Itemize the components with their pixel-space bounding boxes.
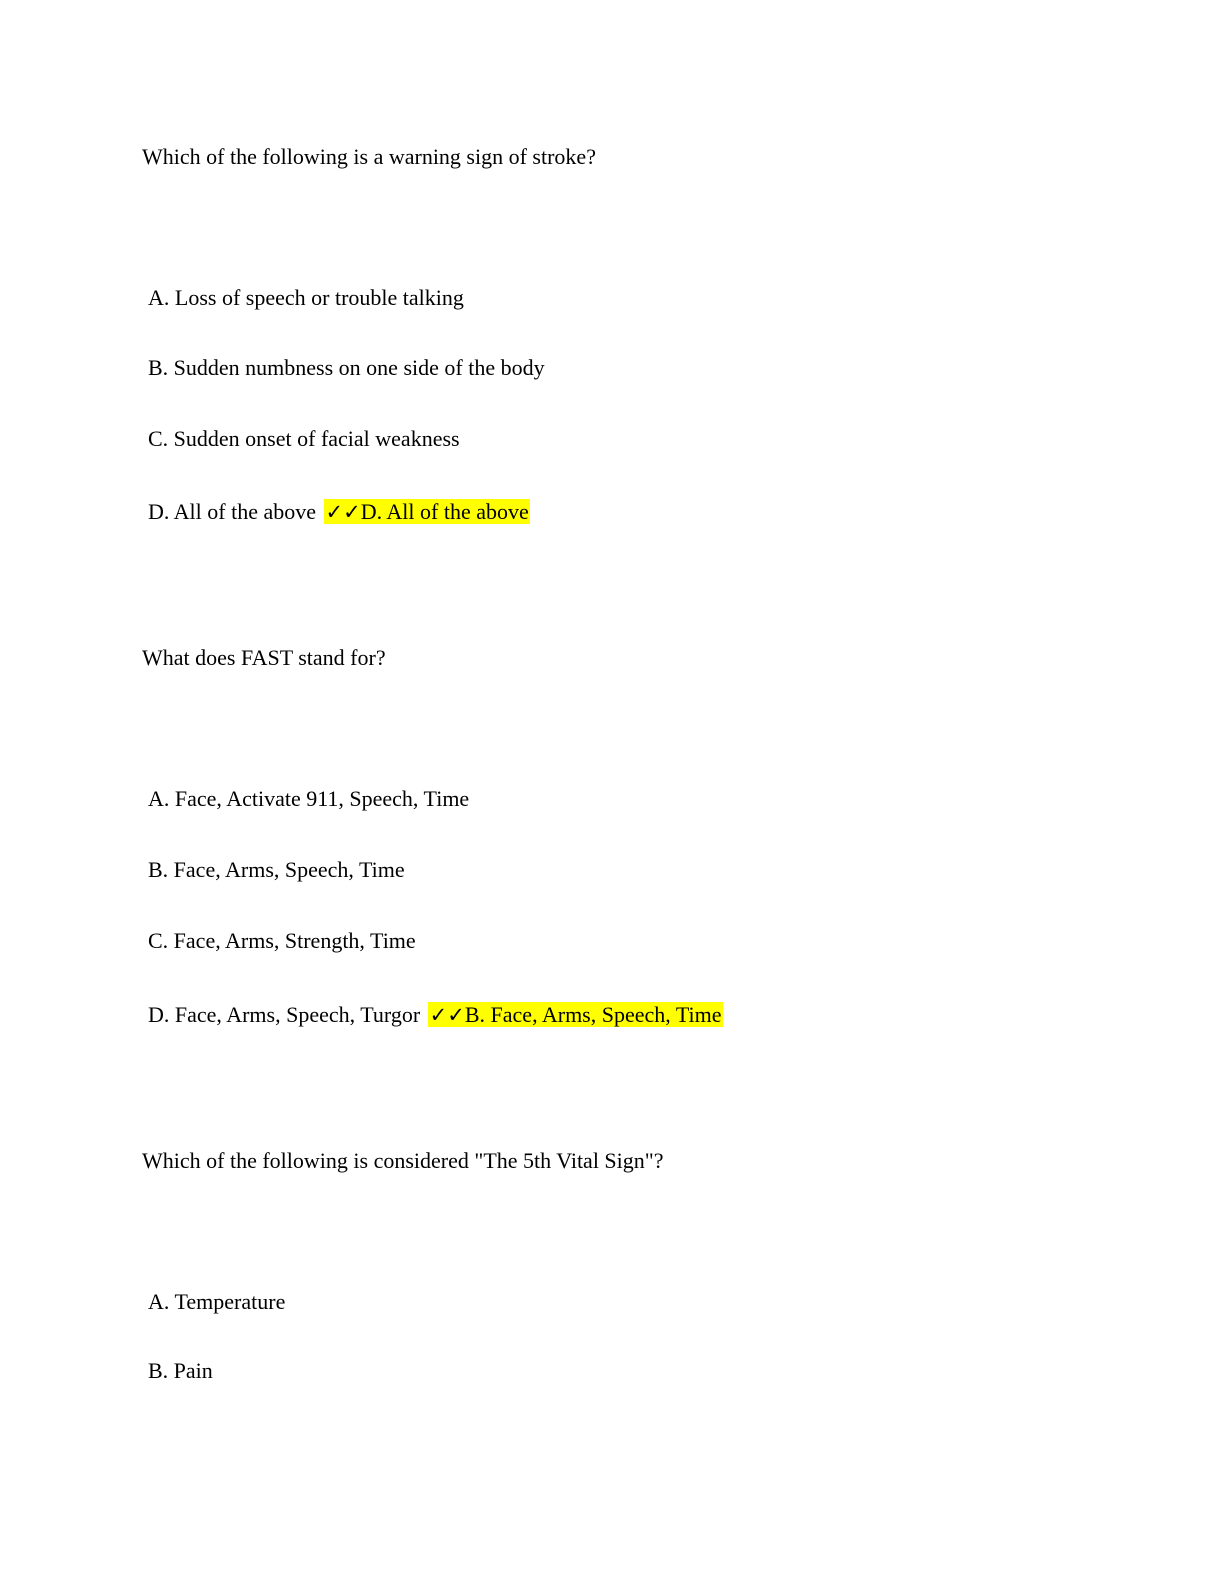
question-2-option-d: D. Face, Arms, Speech, Turgor bbox=[148, 1002, 421, 1027]
question-2-answer-highlight bbox=[428, 1002, 723, 1027]
question-2-option-a: A. Face, Activate 911, Speech, Time bbox=[148, 786, 470, 811]
question-3-option-a: A. Temperature bbox=[148, 1289, 286, 1314]
double-check-icon: ✓✓ bbox=[429, 1003, 465, 1027]
question-1-option-a: A. Loss of speech or trouble talking bbox=[148, 285, 464, 310]
question-2-text: What does FAST stand for? bbox=[142, 645, 386, 670]
question-1-answer-highlight bbox=[324, 499, 530, 524]
question-2-option-b: B. Face, Arms, Speech, Time bbox=[148, 857, 405, 882]
question-1-option-d-row bbox=[148, 499, 530, 525]
question-1-option-c: C. Sudden onset of facial weakness bbox=[148, 426, 460, 451]
question-3-text: Which of the following is considered "The 5th Vital Sign"? bbox=[142, 1148, 664, 1173]
question-2-option-c: C. Face, Arms, Strength, Time bbox=[148, 928, 416, 953]
question-2-option-d-row bbox=[148, 1002, 723, 1028]
question-1-option-d: D. All of the above bbox=[148, 499, 317, 524]
question-1-option-b: B. Sudden numbness on one side of the body bbox=[148, 355, 545, 380]
double-check-icon: ✓✓ bbox=[325, 500, 361, 524]
question-2-answer-text: B. Face, Arms, Speech, Time bbox=[464, 1002, 722, 1027]
question-3-option-b: B. Pain bbox=[148, 1358, 213, 1383]
question-1-text: Which of the following is a warning sign of stroke? bbox=[142, 144, 596, 169]
question-1-answer-text: D. All of the above bbox=[360, 499, 529, 524]
